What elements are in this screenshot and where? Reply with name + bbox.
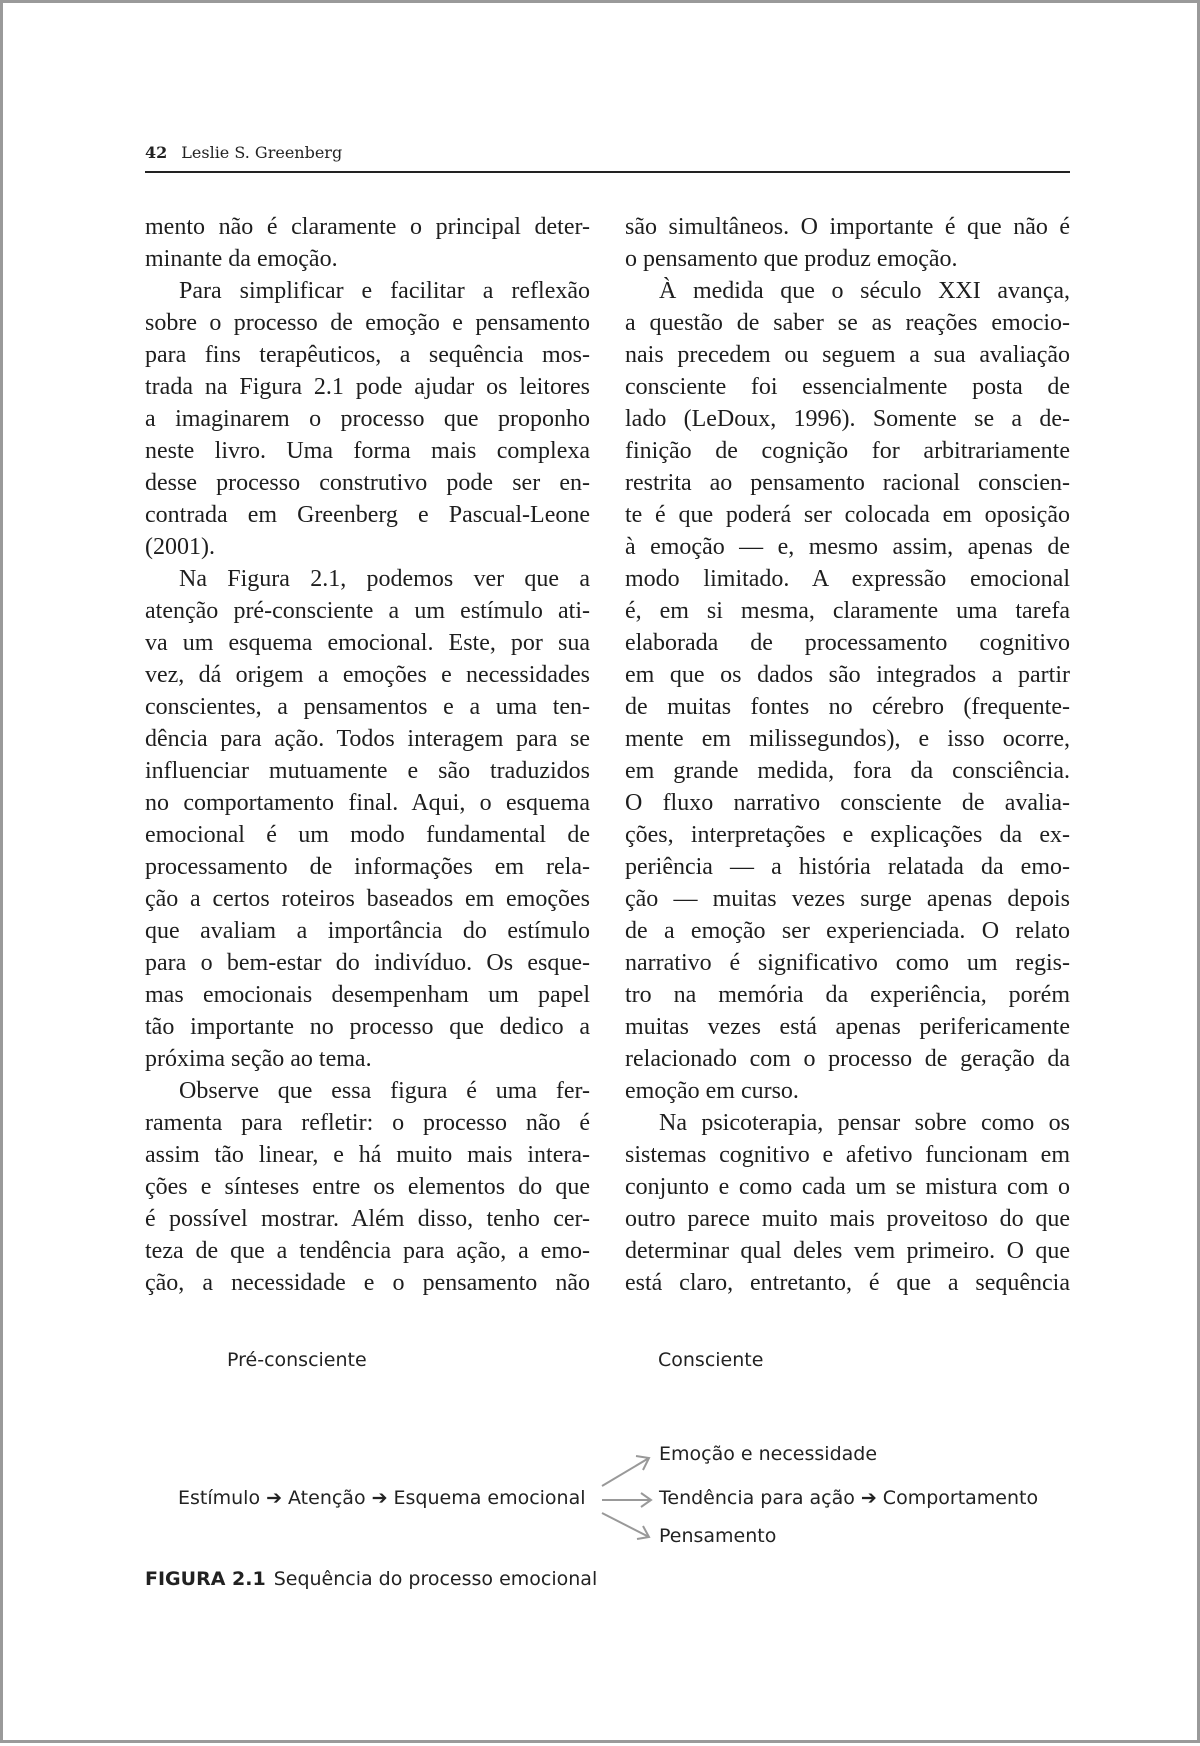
text-line: te é que poderá ser colocada em oposição — [625, 502, 1070, 528]
text-line: minante da emoção. — [145, 246, 338, 272]
text-line: à emoção — e, mesmo assim, apenas de — [625, 534, 1070, 560]
text-line: ção a certos roteiros baseados em emoções — [145, 886, 590, 912]
text-line: emoção em curso. — [625, 1078, 799, 1104]
text-line: Observe que essa figura é uma fer- — [179, 1078, 590, 1104]
text-line: À medida que o século XXI avança, — [659, 278, 1070, 304]
text-line: outro parece muito mais proveitoso do que — [625, 1206, 1070, 1232]
text-line: elaborada de processamento cognitivo — [625, 630, 1070, 656]
text-line: em grande medida, fora da consciência. — [625, 758, 1070, 784]
author-name: Leslie S. Greenberg — [181, 143, 343, 162]
text-line: mento não é claramente o principal deter- — [145, 214, 590, 240]
text-line: influenciar mutuamente e são traduzidos — [145, 758, 590, 784]
text-line: é, em si mesma, claramente uma tarefa — [625, 598, 1070, 624]
left-column — [145, 211, 590, 1299]
text-line: determinar qual deles vem primeiro. O que — [625, 1238, 1070, 1264]
figure-main-chain — [178, 1487, 586, 1509]
text-line: (2001). — [145, 534, 215, 560]
page-number: 42 — [145, 143, 168, 162]
text-line: trada na Figura 2.1 pode ajudar os leitores — [145, 374, 590, 400]
text-line: mas emocionais desempenham um papel — [145, 982, 590, 1008]
node-action-tendency: Tendência para ação — [659, 1487, 855, 1509]
text-line: sobre o processo de emoção e pensamento — [145, 310, 590, 336]
text-line: nais precedem ou seguem a sua avaliação — [625, 342, 1070, 368]
text-line: O fluxo narrativo consciente de avalia- — [625, 790, 1070, 816]
text-line: próxima seção ao tema. — [145, 1046, 372, 1072]
text-line: dência para ação. Todos interagem para se — [145, 726, 590, 752]
text-line: é possível mostrar. Além disso, tenho cer- — [145, 1206, 590, 1232]
text-line: va um esquema emocional. Este, por sua — [145, 630, 590, 656]
text-line: narrativo é significativo como um regis- — [625, 950, 1070, 976]
text-line: ções e sínteses entre os elementos do que — [145, 1174, 590, 1200]
text-line: restrita ao pensamento racional conscien- — [625, 470, 1070, 496]
text-line: mente em milissegundos), e isso ocorre, — [625, 726, 1070, 752]
text-line: em que os dados são integrados a partir — [625, 662, 1070, 688]
text-line: teza de que a tendência para ação, a emo- — [145, 1238, 590, 1264]
text-line: de muitas fontes no cérebro (frequente- — [625, 694, 1070, 720]
text-line: para fins terapêuticos, a sequência mos- — [145, 342, 590, 368]
text-line: relacionado com o processo de geração da — [625, 1046, 1070, 1072]
text-line: periência — a história relatada da emo- — [625, 854, 1070, 880]
node-emotion-need: Emoção e necessidade — [659, 1443, 878, 1465]
text-line: neste livro. Uma forma mais complexa — [145, 438, 590, 464]
text-line: assim tão linear, e há muito mais intera- — [145, 1142, 590, 1168]
text-line: tro na memória da experiência, porém — [625, 982, 1070, 1008]
running-head — [145, 143, 1070, 173]
text-line: de a emoção ser experienciada. O relato — [625, 918, 1070, 944]
text-line: tão importante no processo que dedico a — [145, 1014, 590, 1040]
text-line: ção — muitas vezes surge apenas depois — [625, 886, 1070, 912]
node-emotional-schema: Esquema emocional — [393, 1487, 586, 1509]
text-line: atenção pré-consciente a um estímulo ati- — [145, 598, 590, 624]
node-thought: Pensamento — [659, 1525, 777, 1547]
text-line: conscientes, a pensamentos e a uma ten- — [145, 694, 590, 720]
figure-label-conscious: Consciente — [658, 1349, 764, 1371]
arrow-right-icon: ➔ — [266, 1487, 283, 1509]
text-line: ção, a necessidade e o pensamento não — [145, 1270, 590, 1296]
text-line: desse processo construtivo pode ser en- — [145, 470, 590, 496]
arrow-right-icon: ➔ — [371, 1487, 388, 1509]
figure-caption — [145, 1568, 597, 1590]
figure-label-preconscious: Pré-consciente — [227, 1349, 367, 1371]
text-line: para o bem-estar do indivíduo. Os esque- — [145, 950, 590, 976]
text-line: consciente foi essencialmente posta de — [625, 374, 1070, 400]
text-line: ções, interpretações e explicações da ex- — [625, 822, 1070, 848]
text-line: no comportamento final. Aqui, o esquema — [145, 790, 590, 816]
text-line: finição de cognição for arbitrariamente — [625, 438, 1070, 464]
text-line: emocional é um modo fundamental de — [145, 822, 590, 848]
text-line: conjunto e como cada um se mistura com o — [625, 1174, 1070, 1200]
text-line: processamento de informações em rela- — [145, 854, 590, 880]
text-line: o pensamento que produz emoção. — [625, 246, 958, 272]
text-line: são simultâneos. O importante é que não é — [625, 214, 1070, 240]
text-line: modo limitado. A expressão emocional — [625, 566, 1070, 592]
text-line: que avaliam a importância do estímulo — [145, 918, 590, 944]
text-line: Na psicoterapia, pensar sobre como os — [659, 1110, 1070, 1136]
text-line: Para simplificar e facilitar a reflexão — [179, 278, 590, 304]
arrow-right-icon: ➔ — [860, 1487, 877, 1509]
text-line: a imaginarem o processo que proponho — [145, 406, 590, 432]
text-line: lado (LeDoux, 1996). Somente se a de- — [625, 406, 1070, 432]
text-line: está claro, entretanto, é que a sequência — [625, 1270, 1070, 1296]
text-line: contrada em Greenberg e Pascual-Leone — [145, 502, 590, 528]
text-line: Na Figura 2.1, podemos ver que a — [179, 566, 590, 592]
figure-caption-label: FIGURA 2.1 — [145, 1568, 266, 1590]
right-column — [625, 211, 1070, 1299]
figure-action-chain — [659, 1487, 1038, 1509]
text-line: vez, dá origem a emoções e necessidades — [145, 662, 590, 688]
text-line: ramenta para refletir: o processo não é — [145, 1110, 590, 1136]
node-attention: Atenção — [288, 1487, 366, 1509]
node-stimulus: Estímulo — [178, 1487, 261, 1509]
figure-caption-text: Sequência do processo emocional — [273, 1568, 598, 1590]
text-line: muitas vezes está apenas perifericamente — [625, 1014, 1070, 1040]
node-behavior: Comportamento — [882, 1487, 1039, 1509]
text-line: a questão de saber se as reações emocio- — [625, 310, 1070, 336]
text-line: sistemas cognitivo e afetivo funcionam em — [625, 1142, 1070, 1168]
